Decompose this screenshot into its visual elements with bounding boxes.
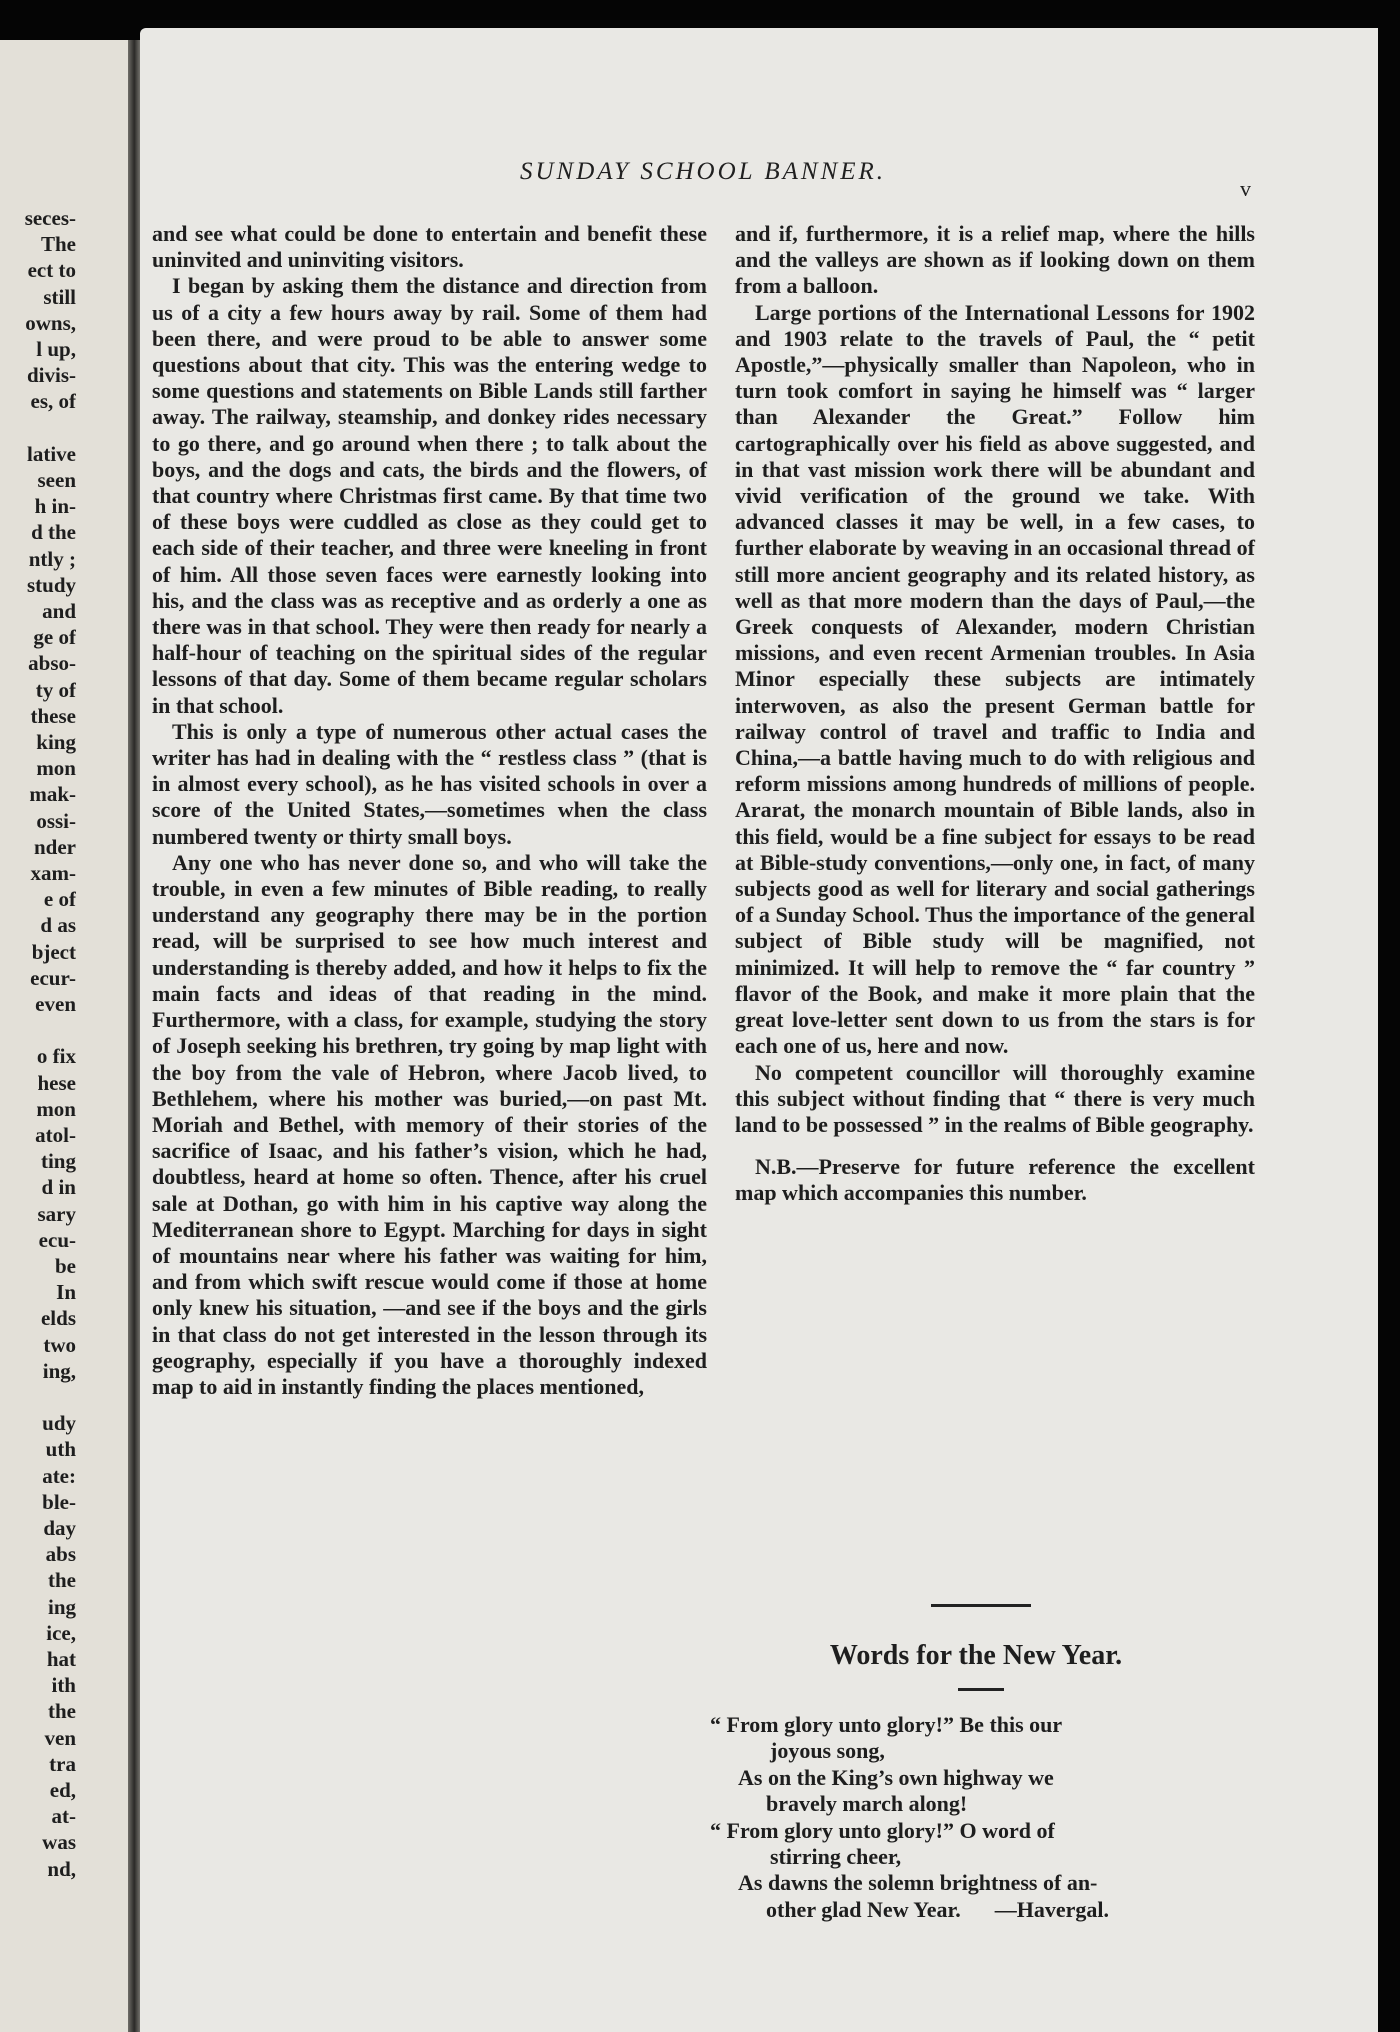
section-divider — [931, 1604, 1031, 1607]
margin-fragment: seces- — [24, 206, 76, 230]
poem-line: As dawns the solemn brightness of an- — [738, 1870, 1098, 1896]
margin-fragment: seen — [37, 468, 76, 492]
margin-fragment: mak- — [29, 782, 76, 807]
paragraph: This is only a type of numerous other actual cases the writer has had in dealing with the “ restless class ” (that is in almost every school), as he has visited schools in over a score of the United States,—sometimes when the class numbered twenty or thirty small boys. — [152, 718, 707, 849]
running-header: SUNDAY SCHOOL BANNER. — [520, 158, 887, 185]
poem-attribution: —Havergal. — [994, 1896, 1109, 1922]
poem-line-text: other glad New Year. — [766, 1896, 961, 1922]
margin-fragment: xam- — [30, 861, 76, 885]
margin-fragment: abso- — [28, 651, 76, 676]
paragraph: Any one who has never done so, and who will take the trouble, in even a few minutes of Bible reading, to really understand any geography there may be in the portion read, will be surprised to see how much interest and understanding is thereby added, and how it helps to fix the main facts and ideas of that reading in the mind. Furthermore, with a class, for example, studying the story of Joseph seeking his brethren, try going by map light with the boy from the vale of Hebron, where Jacob lived, to Bethlehem, where his mother was buried,—on past Mt. Moriah and Bethel, with memory of their stories of the sacrifice of Isaac, and his father’s vision, which he had, doubtless, heard at home so often. Thence, after his cruel sale at Dothan, go with him in his captive way along the Mediterranean shore to Egypt. Marching for days in sight of mountains near where his father was waiting for him, and from which swift rescue would come if those at home only knew his situation, —and see if the boys and the girls in that class do not get interested in the lesson through its geography, especially if you have a thoroughly indexed map to aid in instantly finding the places mentioned, — [152, 849, 707, 1399]
margin-fragment: at- — [51, 1804, 76, 1829]
margin-fragment: h in- — [34, 494, 76, 519]
margin-fragment: still — [43, 284, 76, 309]
margin-fragment: udy — [42, 1411, 76, 1436]
paragraph: and see what could be done to entertain and benefit these uninvited and uninviting visitors. — [152, 221, 707, 273]
paragraph: and if, furthermore, it is a relief map, where the hills and the valleys are shown as if looking down on them from a balloon. — [735, 221, 1255, 299]
margin-fragment: ate: — [42, 1463, 76, 1488]
margin-fragment: atol- — [35, 1123, 76, 1147]
margin-fragment: and — [42, 599, 76, 623]
margin-fragment: divis- — [26, 363, 76, 388]
margin-fragment: ed, — [49, 1778, 76, 1802]
poem-line: “ From glory unto glory!” Be this our — [710, 1712, 1063, 1737]
poem-line: As on the King’s own highway we — [738, 1764, 1054, 1790]
margin-fragment: two — [43, 1332, 76, 1357]
margin-fragment: nd, — [47, 1856, 76, 1881]
margin-fragment: mon — [36, 1096, 76, 1121]
margin-fragment: owns, — [25, 310, 76, 335]
margin-fragment: these — [30, 703, 76, 728]
paragraph: Large portions of the International Lessons for 1902 and 1903 relate to the travels of Paul, the “ petit Apostle,”—physically smaller than Napoleon, who in turn took comfort in saying he himself was “ larger than Alexander the Great.” Follow him cartographically over his field as above suggested, and in that vast mission work there will be abundant and vivid verification of the ground we take. With advanced classes it may be well, in a few cases, to further elaborate by weaving in an occasional thread of still more ancient geography and its related history, as well as that more modern than the days of Paul,—the Greek conquests of Alexander, modern Christian missions, and even recent Armenian troubles. In Asia Minor especially these subjects are intimately interwoven, as also the present German battle for railway control of travel and traffic to India and China,—a battle having much to do with religious and reform missions among hundreds of millions of people. Ararat, the monarch mountain of Bible lands, also in this field, would be a fine subject for essays to be read at Bible-study conventions,—only one, in fact, of many subjects good as well for literary and social gatherings of a Sunday School. Thus the importance of the general subject of Bible study will be magnified, not minimized. It will help to remove the “ far country ” flavor of the Book, and make it more plain that the great love-letter sent down to us from the stars is for each one of us, here and now. — [735, 299, 1255, 1059]
page-number: v — [1240, 176, 1251, 201]
margin-fragment: ecur- — [30, 965, 76, 990]
margin-fragment: ge of — [33, 625, 76, 650]
margin-fragment: ting — [40, 1149, 76, 1174]
margin-fragment: be — [55, 1254, 76, 1278]
margin-fragment: king — [36, 730, 76, 754]
margin-fragment: mon — [36, 756, 76, 781]
margin-fragment: was — [42, 1830, 76, 1855]
poem-line: “ From glory unto glory!” O word of — [710, 1817, 1055, 1843]
margin-fragment: ice, — [46, 1620, 76, 1645]
margin-fragment: l up, — [36, 337, 76, 361]
margin-fragment: the — [48, 1568, 76, 1593]
poem-line: stirring cheer, — [770, 1844, 902, 1870]
poem-title: Words for the New Year. — [829, 1640, 1123, 1671]
margin-fragment: d in — [41, 1175, 76, 1200]
margin-fragment: hat — [46, 1647, 76, 1671]
margin-fragment: ntly ; — [28, 546, 76, 571]
margin-fragment: ith — [51, 1673, 76, 1698]
article-column-right — [735, 221, 1255, 1207]
margin-fragment: ty of — [35, 677, 76, 702]
margin-fragment: bject — [31, 939, 76, 964]
paragraph: No competent councillor will thoroughly examine this subject without finding that “ there is very much land to be possessed ” in the realms of Bible geography. — [735, 1059, 1255, 1137]
margin-fragment: ect to — [27, 258, 76, 283]
margin-fragment: day — [43, 1516, 76, 1540]
margin-fragment: The — [40, 232, 76, 257]
margin-fragment: ecu- — [38, 1227, 76, 1252]
margin-fragment: hese — [37, 1070, 76, 1095]
margin-fragment: d the — [31, 520, 76, 545]
poem-line — [710, 1897, 1250, 1923]
margin-fragment: abs — [45, 1542, 76, 1567]
article-column-left — [152, 221, 707, 1400]
margin-fragment: ble- — [42, 1489, 76, 1514]
margin-fragment: lative — [27, 441, 76, 466]
poem — [710, 1712, 1250, 1923]
margin-fragment: tra — [49, 1751, 76, 1776]
margin-fragment: sary — [37, 1201, 76, 1226]
poem-line: joyous song, — [770, 1738, 885, 1764]
margin-fragment: es, of — [30, 389, 76, 414]
paragraph: I began by asking them the distance and direction from us of a city a few hours away by rail. Some of them had been there, and were proud to be able to answer some questions about that city. This was the entering wedge to some questions and statements on Bible Lands still farther away. The railway, steamship, and donkey rides necessary to go there, and go around when there ; to talk about the boys, and the dogs and cats, the birds and the flowers, of that country where Christmas first came. By that time two of these boys were cuddled as close as they could get to each side of their teacher, and three were kneeling in front of him. All those seven faces were earnestly looking into his, and the class was as receptive and as orderly a one as there was in that school. They were then ready for nearly a half-hour of teaching on the spiritual sides of the regular lessons of that day. Some of them became regular scholars in that school. — [152, 273, 707, 718]
margin-fragment: e of — [43, 887, 76, 912]
margin-fragment: ossi- — [36, 808, 76, 833]
margin-fragment: even — [35, 992, 76, 1016]
poem-line: bravely march along! — [766, 1791, 968, 1817]
margin-fragment: uth — [45, 1437, 76, 1462]
margin-fragment: study — [26, 572, 76, 597]
margin-fragment: elds — [40, 1306, 76, 1331]
margin-fragment: the — [48, 1699, 76, 1724]
margin-fragment: o fix — [36, 1044, 76, 1069]
scan-border — [1378, 0, 1400, 2032]
margin-fragment: d as — [40, 913, 76, 938]
margin-fragment: ing — [47, 1594, 76, 1619]
nb-note: N.B.—Preserve for future reference the excellent map which accompanies this number. — [735, 1154, 1255, 1206]
margin-fragment: ing, — [42, 1358, 76, 1383]
margin-fragment: nder — [34, 834, 76, 859]
margin-fragment: In — [56, 1280, 76, 1305]
title-underline — [958, 1688, 1004, 1691]
margin-fragment: ven — [44, 1725, 76, 1750]
